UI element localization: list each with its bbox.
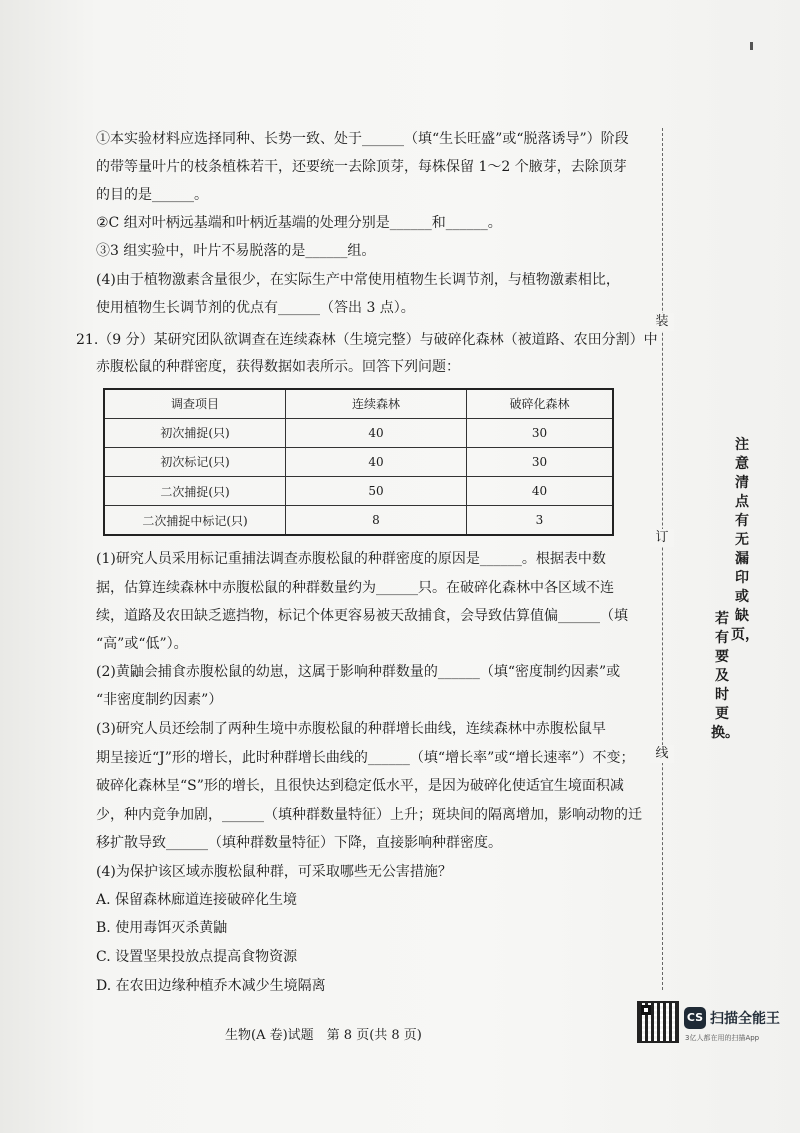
table-cell: 二次捕捉(只) — [104, 477, 286, 506]
q21-stem-line-1: 21.（9 分）某研究团队欲调查在连续森林（生境完整）与破碎化森林（被道路、农田分割）中 — [76, 332, 658, 348]
camscanner-logo-icon: CS — [684, 1007, 706, 1029]
table-cell: 30 — [467, 418, 614, 447]
option-a: A. 保留森林廊道连接破碎化生境 — [96, 892, 298, 908]
q21-part2-line-2: “非密度制约因素”） — [96, 692, 223, 708]
q21-stem-line-2: 赤腹松鼠的种群密度，获得数据如表所示。回答下列问题： — [96, 359, 460, 375]
q20-line-4: ②C 组对叶柄远基端和叶柄近基端的处理分别是______和______。 — [96, 215, 502, 231]
q21-part1-line-4: “高”或“低”）。 — [96, 636, 188, 652]
q21-part3-line-2: 期呈接近“J”形的增长，此时种群增长曲线的______（填“增长率”或“增长速率”）不变； — [96, 750, 635, 766]
qr-code-icon — [637, 1001, 679, 1043]
table-cell: 初次捕捉(只) — [104, 418, 286, 447]
data-table — [103, 388, 614, 536]
option-d: D. 在农田边缘种植乔木减少生境隔离 — [96, 978, 326, 994]
notice-column-2: 若有要及时更换。 — [711, 611, 739, 741]
table-row — [104, 506, 613, 535]
option-b: B. 使用毒饵灭杀黄鼬 — [96, 920, 228, 936]
q21-part1-line-3: 续，道路及农田缺乏遮挡物，标记个体更容易被天敌捕食，会导致估算值偏______（填 — [96, 608, 628, 624]
table-cell: 50 — [286, 477, 467, 506]
q21-part3-line-1: (3)研究人员还绘制了两种生境中赤腹松鼠的种群增长曲线，连续森林中赤腹松鼠早 — [96, 721, 606, 737]
scan-mark — [750, 42, 753, 50]
q20-line-5: ③3 组实验中，叶片不易脱落的是______组。 — [96, 243, 376, 259]
q21-part3-line-5: 移扩散导致______（填种群数量特征）下降，直接影响种群密度。 — [96, 835, 502, 851]
table-header: 破碎化森林 — [467, 389, 614, 418]
table-cell: 二次捕捉中标记(只) — [104, 506, 286, 535]
table-cell: 40 — [286, 418, 467, 447]
table-cell: 30 — [467, 447, 614, 476]
table-cell: 40 — [467, 477, 614, 506]
binding-label-ding: 订 — [650, 529, 674, 547]
binding-label-zhuang: 装 — [650, 313, 674, 331]
binding-label-xian: 线 — [650, 745, 674, 763]
scanner-app-name: 扫描全能王 — [710, 1011, 780, 1027]
table-row — [104, 477, 613, 506]
page-footer: 生物(A 卷)试题 第 8 页(共 8 页) — [225, 1028, 422, 1043]
q21-part2-line-1: (2)黄鼬会捕食赤腹松鼠的幼崽，这属于影响种群数量的______（填“密度制约因素”或 — [96, 664, 621, 680]
q20-line-2: 的带等量叶片的枝条植株若干，还要统一去除顶芽，每株保留 1～2 个腋芽，去除顶芽 — [96, 159, 627, 175]
q21-part3-line-3: 破碎化森林呈“S”形的增长，且很快达到稳定低水平，是因为破碎化使适宜生境面积减 — [96, 778, 624, 794]
option-c: C. 设置坚果投放点提高食物资源 — [96, 949, 298, 965]
table-cell: 40 — [286, 447, 467, 476]
q20-line-1: ①本实验材料应选择同种、长势一致、处于______（填“生长旺盛”或“脱落诱导”）阶段 — [96, 131, 629, 147]
q20-line-6: (4)由于植物激素含量很少，在实际生产中常使用植物生长调节剂，与植物激素相比， — [96, 272, 620, 288]
scanner-tagline: 3亿人都在用的扫描App — [685, 1034, 760, 1042]
binding-line — [662, 128, 663, 990]
table-row — [104, 447, 613, 476]
table-cell: 3 — [467, 506, 614, 535]
notice-column-1: 注意清点有无漏印或缺页， — [731, 437, 759, 643]
q20-line-3: 的目的是______。 — [96, 187, 208, 203]
table-header: 调查项目 — [104, 389, 286, 418]
table-cell: 8 — [286, 506, 467, 535]
q21-part1-line-2: 据，估算连续森林中赤腹松鼠的种群数量约为______只。在破碎化森林中各区域不连 — [96, 580, 614, 596]
q20-line-7: 使用植物生长调节剂的优点有______（答出 3 点）。 — [96, 300, 415, 316]
q21-part4-question: (4)为保护该区域赤腹松鼠种群，可采取哪些无公害措施？ — [96, 864, 452, 880]
q21-part1-line-1: (1)研究人员采用标记重捕法调查赤腹松鼠的种群密度的原因是______。根据表中数 — [96, 551, 606, 567]
table-header: 连续森林 — [286, 389, 467, 418]
table-row — [104, 418, 613, 447]
q21-part3-line-4: 少，种内竞争加剧，______（填种群数量特征）上升；斑块间的隔离增加，影响动物的迁 — [96, 807, 642, 823]
table-header-row — [104, 389, 613, 418]
table-cell: 初次标记(只) — [104, 447, 286, 476]
